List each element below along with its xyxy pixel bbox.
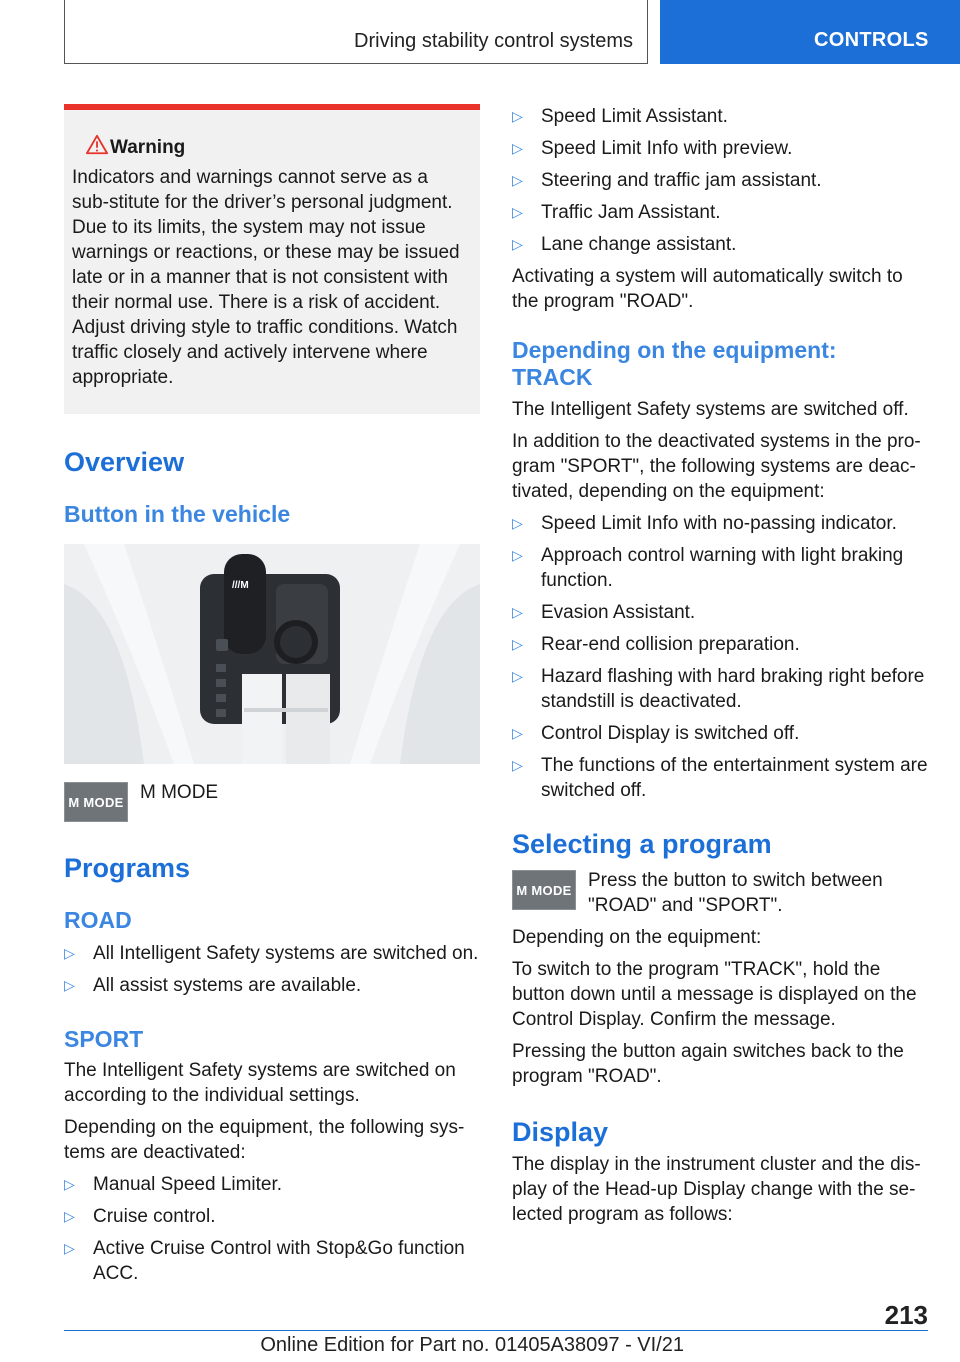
triangle-bullet-icon: ▷ — [512, 236, 523, 252]
list-item: ▷ Rear-end collision preparation. — [512, 634, 800, 655]
triangle-bullet-icon: ▷ — [512, 515, 523, 531]
list-item: ▷ Speed Limit Info with preview. — [512, 138, 793, 159]
sport-para-2: Depending on the equipment, the following sys-tems are deactivated: — [64, 1117, 465, 1163]
list-item: ▷ Approach control warning with light braking function. — [512, 545, 904, 591]
center-console-image — [64, 544, 480, 764]
list-item: ▷ Evasion Assistant. — [512, 602, 696, 623]
overview-heading: Overview — [64, 447, 185, 477]
list-item: ▷ Speed Limit Assistant. — [512, 106, 728, 127]
selecting-para-3: Pressing the button again switches back to the program "ROAD". — [512, 1041, 904, 1087]
warning-box — [64, 104, 480, 414]
triangle-bullet-icon: ▷ — [64, 1208, 75, 1224]
road-list — [64, 941, 480, 998]
triangle-bullet-icon: ▷ — [512, 668, 523, 684]
sport-heading: SPORT — [64, 1026, 144, 1052]
mmode-button-icon: M MODE — [64, 782, 128, 822]
list-item: ▷ Steering and traffic jam assistant. — [512, 170, 822, 191]
list-item: ▷ Traffic Jam Assistant. — [512, 202, 721, 223]
list-item: ▷ All assist systems are available. — [64, 975, 362, 996]
display-para: The display in the instrument cluster and the dis-play of the Head-up Display change with the se-lected program as follows: — [512, 1154, 921, 1225]
selecting-program-heading: Selecting a program — [512, 829, 772, 859]
edition-footer: Online Edition for Part no. 01405A38097 - VI/21 — [260, 1334, 684, 1356]
running-header — [64, 0, 648, 64]
mmode-caption: M MODE — [140, 782, 219, 803]
chapter-tab-label: CONTROLS — [814, 29, 929, 51]
track-para-2: In addition to the deactivated systems in the pro-gram "SPORT", the following systems are deac-tivated, depending on the equipment: — [512, 431, 921, 502]
triangle-bullet-icon: ▷ — [512, 172, 523, 188]
selecting-para-2: To switch to the program "TRACK", hold the button down until a message is displayed on the Control Display. Confirm the message. — [512, 959, 917, 1030]
left-column — [64, 104, 480, 1293]
center-console-illustration — [64, 544, 480, 764]
chapter-tab — [660, 0, 960, 64]
section-title: Driving stability control systems — [354, 30, 633, 52]
sport-list — [64, 1172, 480, 1286]
display-heading: Display — [512, 1117, 609, 1147]
mmode-button-icon: M MODE — [512, 870, 576, 910]
list-item: ▷ Hazard flashing with hard braking right before standstill is deactivated. — [512, 666, 925, 712]
list-item: ▷ Manual Speed Limiter. — [64, 1174, 283, 1195]
triangle-bullet-icon: ▷ — [512, 636, 523, 652]
triangle-bullet-icon: ▷ — [64, 1176, 75, 1192]
triangle-bullet-icon: ▷ — [512, 204, 523, 220]
mmode-button-row — [64, 782, 480, 822]
svg-text:///M: ///M — [232, 580, 249, 591]
sport-para-1: The Intelligent Safety systems are switched on according to the individual settings. — [64, 1060, 456, 1106]
triangle-bullet-icon: ▷ — [512, 757, 523, 773]
sport-after-para: Activating a system will automatically switch to the program "ROAD". — [512, 266, 903, 312]
page-number: 213 — [884, 1300, 928, 1330]
warning-triangle-icon — [86, 134, 108, 156]
select-button-row — [512, 868, 928, 925]
list-item: ▷ All Intelligent Safety systems are switched on. — [64, 943, 479, 964]
list-item: ▷ Active Cruise Control with Stop&Go function ACC. — [64, 1238, 465, 1284]
track-para-1: The Intelligent Safety systems are switched off. — [512, 399, 909, 420]
selecting-para-1: Depending on the equipment: — [512, 927, 762, 948]
triangle-bullet-icon: ▷ — [512, 108, 523, 124]
triangle-bullet-icon: ▷ — [512, 547, 523, 563]
track-list — [512, 511, 928, 803]
track-heading: Depending on the equipment: TRACK — [512, 337, 837, 390]
list-item: ▷ The functions of the entertainment system are switched off. — [512, 755, 928, 801]
triangle-bullet-icon: ▷ — [64, 1240, 75, 1256]
list-item: ▷ Control Display is switched off. — [512, 723, 800, 744]
warning-title: Warning — [72, 136, 470, 160]
button-in-vehicle-heading: Button in the vehicle — [64, 501, 291, 527]
triangle-bullet-icon: ▷ — [512, 725, 523, 741]
footer-divider — [64, 1330, 928, 1331]
road-heading: ROAD — [64, 907, 132, 933]
list-item: ▷ Lane change assistant. — [512, 234, 737, 255]
list-item: ▷ Cruise control. — [64, 1206, 216, 1227]
programs-heading: Programs — [64, 853, 191, 883]
warning-body: Indicators and warnings cannot serve as a sub-stitute for the driver’s personal judgment. Due to its limits, the system may not issue warnings or reactions, or these may be issued late or in a manner that is not consistent with their normal use. There is a risk of accident. Adjust driving style to traffic conditions. Watch traffic closely and actively intervene where appropriate. — [72, 167, 460, 388]
press-button-text: Press the button to switch between "ROAD" and "SPORT". — [588, 870, 883, 916]
list-item: ▷ Speed Limit Info with no-passing indicator. — [512, 513, 897, 534]
right-column — [512, 104, 928, 1234]
triangle-bullet-icon: ▷ — [512, 604, 523, 620]
triangle-bullet-icon: ▷ — [512, 140, 523, 156]
triangle-bullet-icon: ▷ — [64, 945, 75, 961]
sport-list-continued — [512, 104, 928, 257]
triangle-bullet-icon: ▷ — [64, 977, 75, 993]
